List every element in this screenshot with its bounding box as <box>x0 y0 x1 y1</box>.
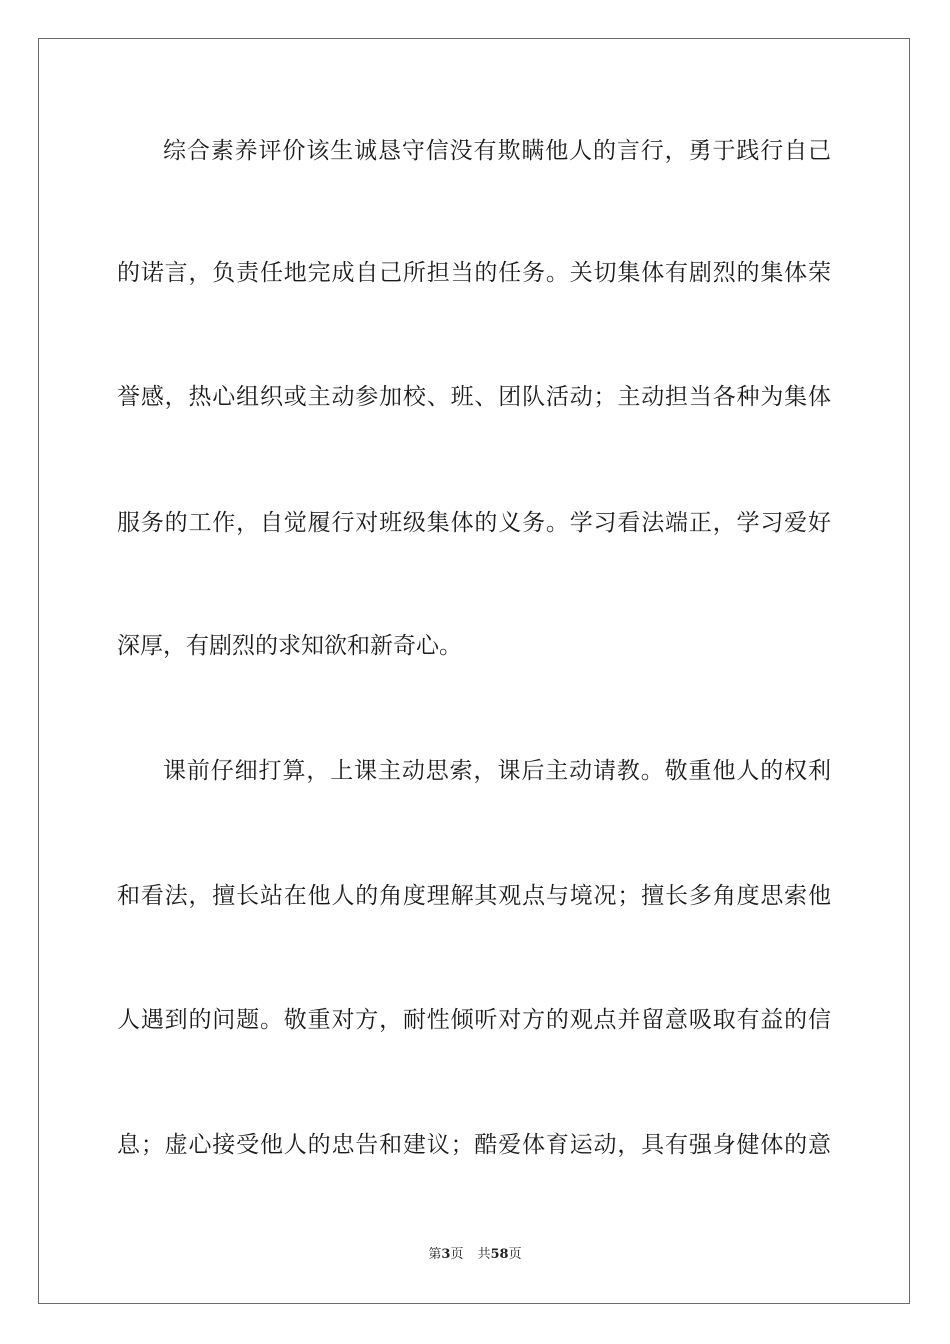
paragraph-1-line-1: 综合素养评价该生诚恳守信没有欺瞒他人的言行，勇于践行自己 <box>163 138 831 164</box>
paragraph-1-line-4: 服务的工作，自觉履行对班级集体的义务。学习看法端正，学习爱好 <box>117 510 831 536</box>
paragraph-2-line-1: 课前仔细打算，上课主动思索，课后主动请教。敬重他人的权利 <box>163 758 831 784</box>
total-label-prefix: 共 <box>477 1247 491 1262</box>
total-page-count: 58 <box>490 1247 509 1262</box>
paragraph-2-line-3: 人遇到的问题。敬重对方，耐性倾听对方的观点并留意吸取有益的信 <box>117 1007 831 1033</box>
current-page-number: 3 <box>441 1247 451 1262</box>
page-border <box>38 38 910 1304</box>
paragraph-2-line-4: 息；虚心接受他人的忠告和建议；酷爱体育运动，具有强身健体的意 <box>117 1132 831 1158</box>
page-label-prefix: 第 <box>428 1247 442 1262</box>
paragraph-1-line-5: 深厚，有剧烈的求知欲和新奇心。 <box>117 633 462 659</box>
paragraph-1-line-2: 的诺言，负责任地完成自己所担当的任务。关切集体有剧烈的集体荣 <box>117 260 831 286</box>
paragraph-1-line-3: 誉感，热心组织或主动参加校、班、团队活动；主动担当各种为集体 <box>117 384 831 410</box>
page-footer <box>0 1246 950 1264</box>
page-label-suffix: 页 <box>450 1247 464 1262</box>
total-label-suffix: 页 <box>508 1247 522 1262</box>
paragraph-2-line-2: 和看法，擅长站在他人的角度理解其观点与境况；擅长多角度思索他 <box>117 883 831 909</box>
